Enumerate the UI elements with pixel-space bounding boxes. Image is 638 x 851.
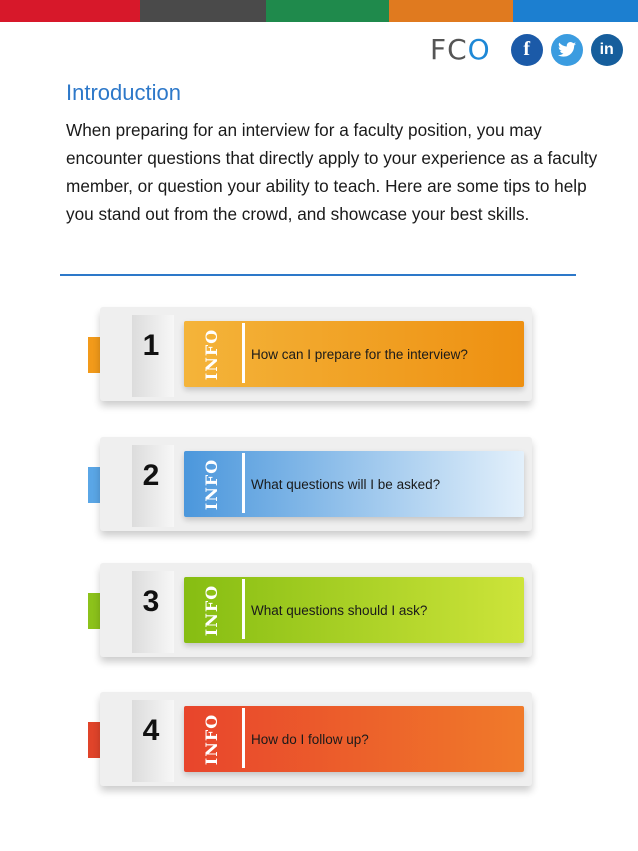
intro-paragraph: When preparing for an interview for a faculty position, you may encounter questions that directly apply to your experience as a faculty member, or question your ability to teach. Here are some tips to help you stand out from the crowd, and showcase your best skills.	[66, 120, 598, 224]
item-question: How do I follow up?	[251, 731, 369, 747]
banner-divider	[242, 579, 245, 639]
banner-divider	[242, 323, 245, 383]
info-item[interactable]	[88, 563, 538, 663]
item-number: 4	[142, 714, 160, 747]
color-segment	[513, 0, 638, 22]
banner-divider	[242, 708, 245, 768]
color-segment	[0, 0, 140, 22]
info-label: INFO	[202, 584, 222, 636]
item-question: What questions will I be asked?	[251, 476, 441, 492]
top-color-bar	[0, 0, 638, 22]
color-segment	[266, 0, 389, 22]
item-question: What questions should I ask?	[251, 602, 428, 618]
info-label: INFO	[202, 328, 222, 380]
color-segment	[140, 0, 266, 22]
section-title: Introduction	[66, 80, 181, 105]
facebook-icon[interactable]: f	[511, 34, 543, 66]
info-label: INFO	[202, 458, 222, 510]
item-number: 1	[142, 329, 160, 362]
info-label: INFO	[202, 713, 222, 765]
bird-icon	[558, 42, 576, 57]
item-number: 2	[142, 459, 160, 492]
twitter-icon[interactable]	[551, 34, 583, 66]
item-question: How can I prepare for the interview?	[251, 346, 468, 362]
info-item[interactable]	[88, 437, 538, 537]
fco-logo[interactable]: FCO	[430, 33, 491, 66]
item-number: 3	[142, 585, 160, 618]
banner-divider	[242, 453, 245, 513]
linkedin-icon[interactable]: in	[591, 34, 623, 66]
info-item[interactable]	[88, 692, 538, 792]
divider-rule	[60, 274, 576, 276]
info-item[interactable]	[88, 307, 538, 407]
color-segment	[389, 0, 513, 22]
brand-header	[430, 33, 623, 66]
